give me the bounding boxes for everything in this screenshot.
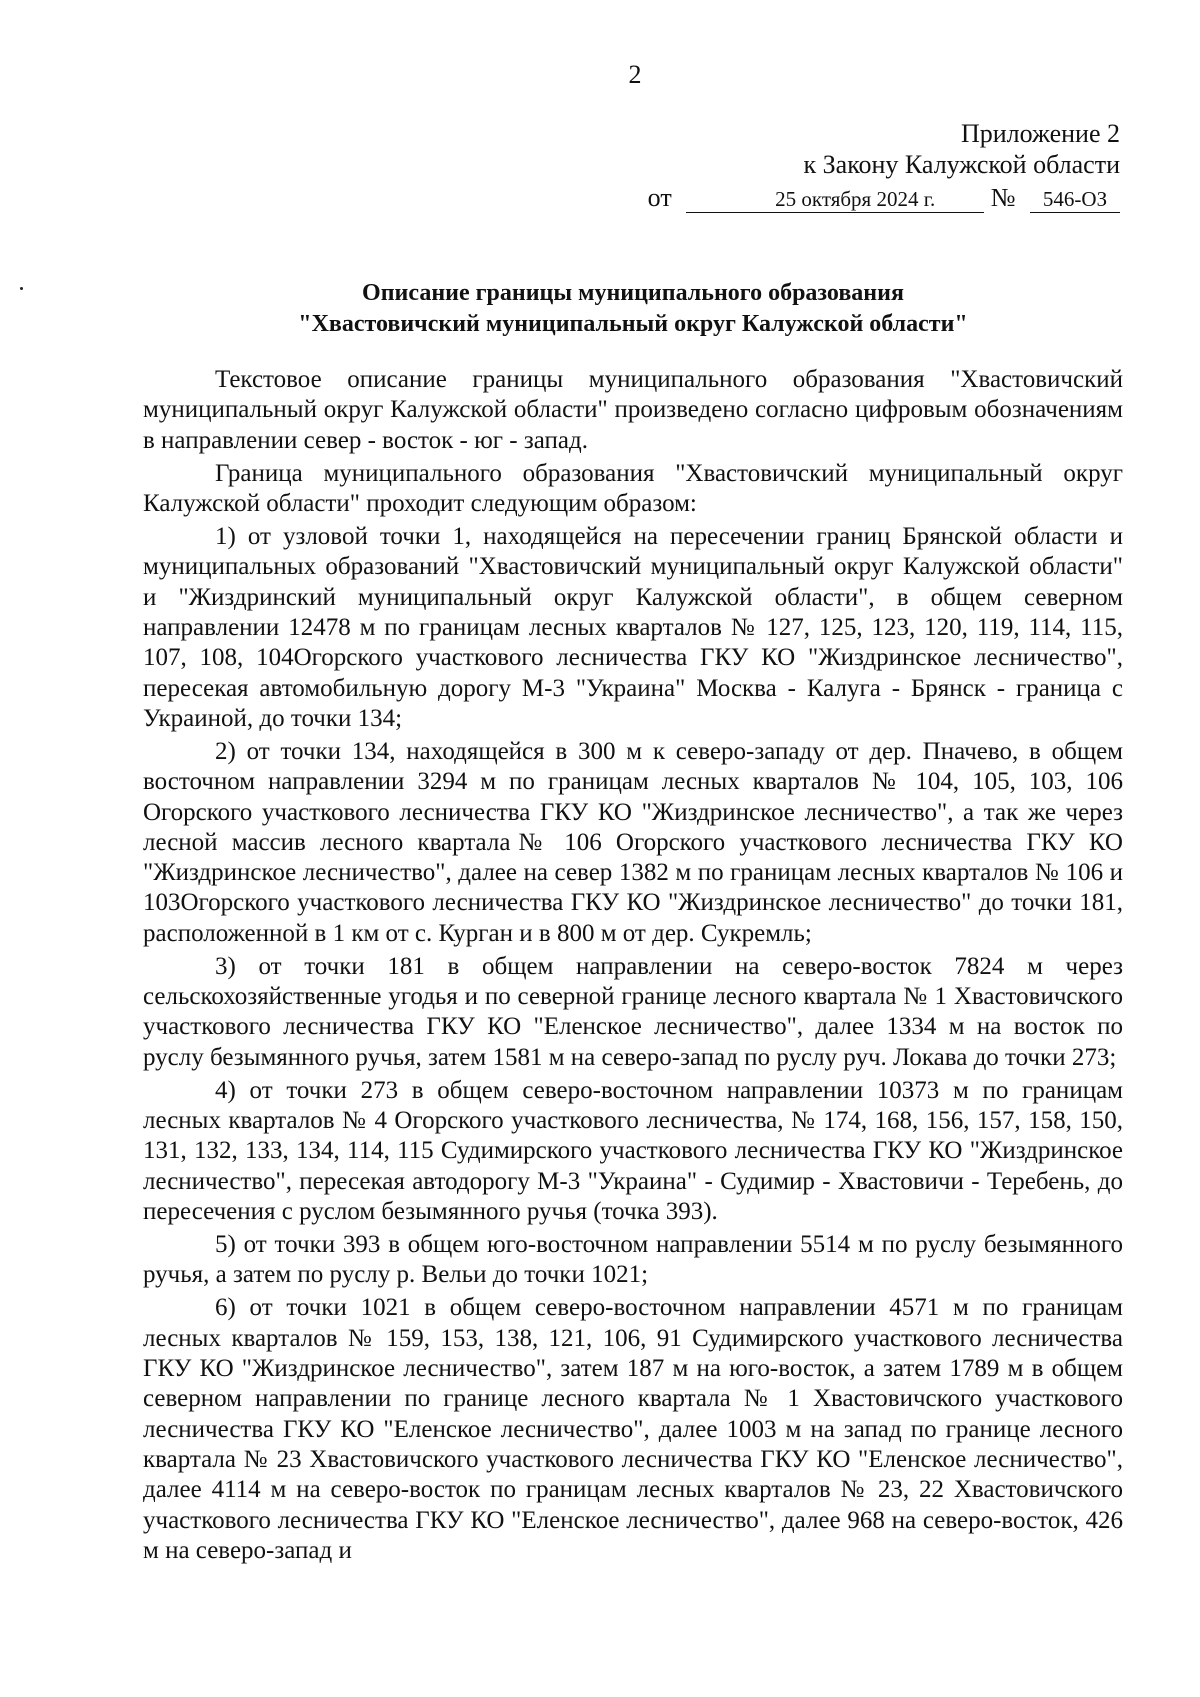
paragraph-intro: Текстовое описание границы муниципального образования "Хвастовичский муниципальный округ Калужской области" произведено согласно цифровым обозначениям в направлении север - восток - юг - запад.: [143, 366, 1123, 454]
appendix-law-reference: к Закону Калужской области: [803, 150, 1120, 179]
page-number: 2: [628, 60, 642, 89]
paragraph-item-3: 3) от точки 181 в общем направлении на северо-восток 7824 м через сельскохозяйственные угодья и по северной границе лесного квартала № 1 Хвастовичского участкового лесничества ГКУ КО "Еленское лесничество", далее 1334 м на восток по руслу безымянного ручья, затем 1581 м на северо-запад по руслу руч. Локава до точки 273;: [143, 952, 1123, 1071]
paragraph-item-4: 4) от точки 273 в общем северо-восточном направлении 10373 м по границам лесных кварталов № 4 Огорского участкового лесничества, № 174, 168, 156, 157, 158, 150, 131, 132, 133, 134, 114, 115 Судимирского участкового лесничества ГКУ КО "Жиздринское лесничество", пересекая автодорогу М-3 "Украина" - Судимир - Хвастовичи - Теребень, до пересечения с руслом безымянного ручья (точка 393).: [143, 1076, 1123, 1225]
appendix-from-label: от: [647, 183, 672, 212]
paragraph-item-2: 2) от точки 134, находящейся в 300 м к северо-западу от дер. Пначево, в общем восточном направлении 3294 м по границам лесных кварталов № 104, 105, 103, 106 Огорского участкового лесничества ГКУ КО "Жиздринское лесничество", а так же через лесной массив лесного квартала№ 106 Огорского участкового лесничества ГКУ КО "Жиздринское лесничество", далее на север 1382 м по границам лесных кварталов № 106 и 103Огорского участкового лесничества ГКУ КО "Жиздринское лесничество" до точки 181, расположенной в 1 км от с. Курган и в 800 м от дер. Сукремль;: [143, 737, 1123, 947]
paragraph-boundary-intro: Граница муниципального образования "Хвастовичский муниципальный округ Калужской области" проходит следующим образом:: [143, 459, 1123, 517]
appendix-number: 546-ОЗ: [1030, 186, 1120, 213]
document-title: [143, 278, 1123, 340]
document-body: [143, 365, 1123, 1569]
paragraph-item-6: 6) от точки 1021 в общем северо-восточном направлении 4571 м по границам лесных кварталов № 159, 153, 138, 121, 106, 91 Судимирского участкового лесничества ГКУ КО "Жиздринское лесничество", затем 187 м на юго-восток, а затем 1789 м в общем северном направлении по границе лесного квартала № 1 Хвастовичского участкового лесничества ГКУ КО "Еленское лесничество", далее 1003 м на запад по границе лесного квартала № 23 Хвастовичского участкового лесничества ГКУ КО "Еленское лесничество", далее 4114 м на северо-восток по границам лесных кварталов № 23, 22 Хвастовичского участкового лесничества ГКУ КО "Еленское лесничество", далее 968 на северо-восток, 426 м на северо-запад и: [143, 1294, 1123, 1564]
appendix-title: Приложение 2: [960, 119, 1120, 148]
paragraph-item-5: 5) от точки 393 в общем юго-восточном направлении 5514 м по руслу безымянного ручья, а затем по руслу р. Вельи до точки 1021;: [143, 1231, 1123, 1289]
title-line-2: "Хвастовичский муниципальный округ Калужской области": [298, 311, 968, 337]
appendix-date-line: [648, 182, 1120, 213]
scan-speck: [20, 287, 23, 290]
appendix-header: [648, 118, 1120, 213]
paragraph-item-1: 1) от узловой точки 1, находящейся на пересечении границ Брянской области и муниципальных образований "Хвастовичский муниципальный округ Калужской области" и "Жиздринский муниципальный округ Калужской области", в общем северном направлении 12478 м по границам лесных кварталов № 127, 125, 123, 120, 119, 114, 115, 107, 108, 104Огорского участкового лесничества ГКУ КО "Жиздринское лесничество", пересекая автомобильную дорогу М-3 "Украина" Москва - Калуга - Брянск - граница с Украиной, до точки 134;: [143, 523, 1123, 732]
appendix-number-label: №: [990, 183, 1016, 212]
title-line-1: Описание границы муниципального образования: [362, 280, 904, 306]
appendix-date: 25 октября 2024 г.: [686, 186, 984, 213]
